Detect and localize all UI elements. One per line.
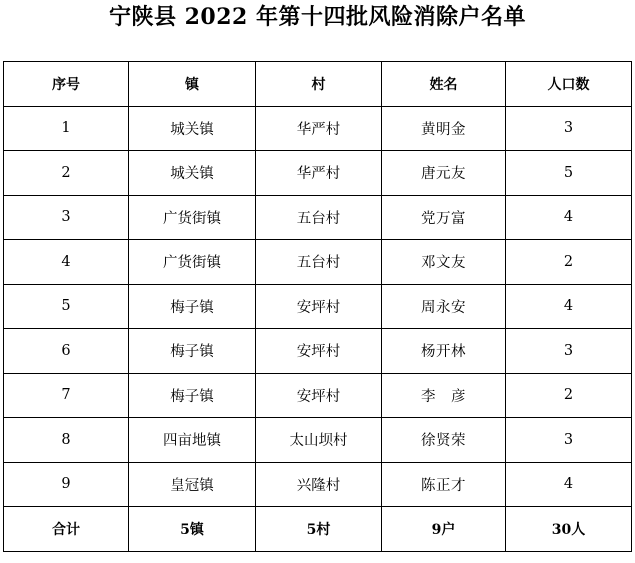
cell-town: 城关镇 (129, 151, 256, 196)
cell-index: 8 (4, 418, 129, 463)
cell-name: 唐元友 (382, 151, 506, 196)
total-villages: 5村 (256, 507, 382, 552)
cell-name: 周永安 (382, 284, 506, 329)
cell-town: 梅子镇 (129, 329, 256, 374)
header-index: 序号 (4, 62, 129, 107)
cell-population: 2 (506, 240, 632, 285)
header-town: 镇 (129, 62, 256, 107)
cell-village: 华严村 (256, 106, 382, 151)
cell-name: 徐贤荣 (382, 418, 506, 463)
cell-town: 广货街镇 (129, 195, 256, 240)
cell-population: 3 (506, 106, 632, 151)
cell-village: 太山坝村 (256, 418, 382, 463)
cell-village: 安坪村 (256, 373, 382, 418)
cell-town: 广货街镇 (129, 240, 256, 285)
total-households: 9户 (382, 507, 506, 552)
table-total-row (4, 507, 632, 552)
cell-village: 安坪村 (256, 284, 382, 329)
cell-name: 杨开林 (382, 329, 506, 374)
cell-index: 5 (4, 284, 129, 329)
table-row (4, 284, 632, 329)
cell-population: 5 (506, 151, 632, 196)
document-title: 宁陕县 2022 年第十四批风险消除户名单 (108, 4, 527, 30)
total-towns: 5镇 (129, 507, 256, 552)
header-population: 人口数 (506, 62, 632, 107)
total-population: 30人 (506, 507, 632, 552)
header-name: 姓名 (382, 62, 506, 107)
cell-index: 2 (4, 151, 129, 196)
table-row (4, 329, 632, 374)
cell-population: 4 (506, 195, 632, 240)
cell-village: 兴隆村 (256, 462, 382, 507)
table-row (4, 373, 632, 418)
cell-index: 3 (4, 195, 129, 240)
table-row (4, 151, 632, 196)
household-table (3, 61, 632, 552)
table-row (4, 240, 632, 285)
cell-index: 7 (4, 373, 129, 418)
cell-index: 4 (4, 240, 129, 285)
cell-index: 9 (4, 462, 129, 507)
total-label: 合计 (4, 507, 129, 552)
cell-index: 1 (4, 106, 129, 151)
cell-town: 梅子镇 (129, 284, 256, 329)
cell-population: 3 (506, 329, 632, 374)
cell-population: 4 (506, 462, 632, 507)
cell-town: 四亩地镇 (129, 418, 256, 463)
cell-population: 4 (506, 284, 632, 329)
cell-town: 城关镇 (129, 106, 256, 151)
table-row (4, 195, 632, 240)
cell-village: 五台村 (256, 240, 382, 285)
cell-village: 五台村 (256, 195, 382, 240)
cell-town: 梅子镇 (129, 373, 256, 418)
cell-town: 皇冠镇 (129, 462, 256, 507)
cell-name: 李 彦 (382, 373, 506, 418)
cell-village: 华严村 (256, 151, 382, 196)
cell-name: 黄明金 (382, 106, 506, 151)
cell-population: 2 (506, 373, 632, 418)
table-row (4, 462, 632, 507)
table-header-row (4, 62, 632, 107)
table-row (4, 106, 632, 151)
cell-name: 党万富 (382, 195, 506, 240)
cell-name: 邓文友 (382, 240, 506, 285)
cell-population: 3 (506, 418, 632, 463)
table-row (4, 418, 632, 463)
cell-village: 安坪村 (256, 329, 382, 374)
cell-index: 6 (4, 329, 129, 374)
header-village: 村 (256, 62, 382, 107)
cell-name: 陈正才 (382, 462, 506, 507)
